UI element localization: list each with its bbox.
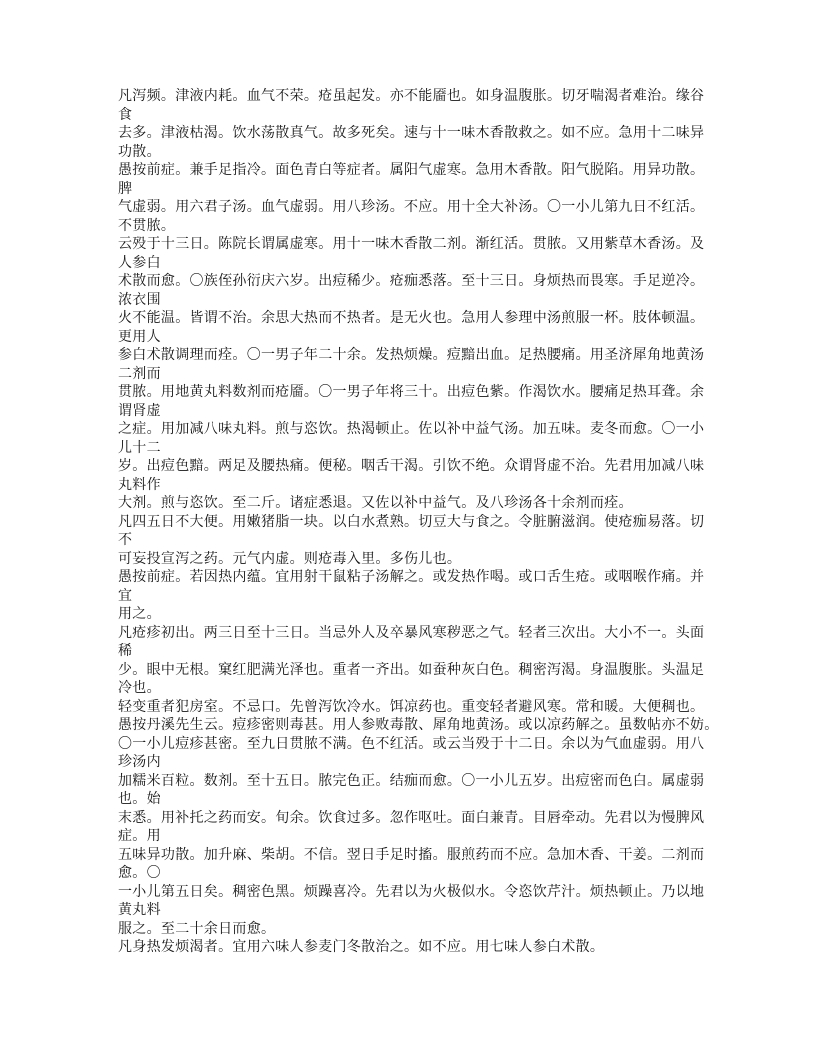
text-line: 参白术散调理而痊。〇一男子年二十余。发热烦燥。痘黯出血。足热腰痛。用圣济犀角地黄汤 [118, 348, 705, 363]
text-line: 气虚弱。用六君子汤。血气虚弱。用八珍汤。不应。用十全大补汤。〇一小儿第九日不红活。 [118, 200, 705, 215]
text-line: 一小儿第五日矣。稠密色黑。烦躁喜冷。先君以为火极似水。令恣饮芹汁。烦热顿止。乃以地 [118, 884, 705, 900]
text-line: 稀 [118, 644, 133, 659]
text-line: 谓肾虚 [118, 403, 161, 419]
text-line: 末悉。用补托之药而安。旬余。饮食过多。忽作呕吐。面白兼青。目唇牵动。先君以为慢脾风 [118, 810, 705, 826]
text-line: 少。眼中无根。窠红肥满光泽也。重者一齐出。如蚕种灰白色。稠密泻渴。身温腹胀。头温足 [118, 662, 705, 678]
text-line: 凡疮疹初出。两三日至十三日。当忌外人及卒暴风寒秽恶之气。轻者三次出。大小不一。头面 [118, 625, 705, 641]
text-line: 不贯脓。 [118, 218, 176, 234]
text-line: 〇一小儿痘疹甚密。至九日贯脓不满。色不红活。或云当殁于十二日。余以为气血虚弱。用八 [118, 736, 705, 752]
text-line: 凡四五日不大便。用嫩猪脂一块。以白水煮熟。切豆大与食之。令脏腑滋润。使疮痂易落。切 [118, 514, 705, 530]
text-line: 凡泻频。津液内耗。血气不荣。疮虽起发。亦不能靥也。如身温腹胀。切牙喘渴者难治。缘谷 [118, 89, 705, 104]
text-line: 用之。 [118, 607, 161, 622]
text-line: 凡身热发烦渴者。宜用六味人参麦门冬散治之。如不应。用七味人参白术散。 [118, 940, 605, 955]
document-text [118, 88, 758, 958]
text-line: 术散而愈。〇族侄孙衍庆六岁。出痘稀少。疮痂悉落。至十三日。身烦热而畏寒。手足逆冷。 [118, 274, 705, 289]
text-line: 岁。出痘色黯。两足及腰热痛。便秘。咽舌干渴。引饮不绝。众谓肾虚不治。先君用加减八味 [118, 459, 705, 474]
text-line: 脾 [118, 181, 133, 197]
text-line: 不 [118, 533, 133, 548]
text-line: 黄丸料 [118, 903, 161, 918]
text-line: 之症。用加减八味丸料。煎与恣饮。热渴顿止。佐以补中益气汤。加五味。麦冬而愈。〇一小 [118, 422, 705, 437]
text-line: 轻变重者犯房室。不忌口。先曾泻饮冷水。饵凉药也。重变轻者避风寒。常和暖。大便稠也。 [118, 699, 705, 715]
text-line: 愚按丹溪先生云。痘疹密则毒甚。用人参败毒散、犀角地黄汤。或以凉药解之。虽数帖亦不妨。 [118, 718, 719, 733]
text-line: 症。用 [118, 829, 161, 844]
text-line: 去多。津液枯渴。饮水荡散真气。故多死矣。速与十一味木香散救之。如不应。急用十二味异 [118, 126, 705, 141]
text-line: 浓衣围 [118, 292, 161, 308]
text-line: 更用人 [118, 329, 161, 345]
text-line: 食 [118, 107, 133, 123]
text-line: 宜 [118, 588, 133, 604]
text-line: 也。始 [118, 792, 161, 807]
text-line: 二剂而 [118, 366, 161, 382]
text-line: 丸料作 [118, 477, 161, 493]
text-line: 云殁于十三日。陈院长谓属虚寒。用十一味木香散二剂。渐红活。贯脓。又用紫草木香汤。及 [118, 237, 705, 252]
text-line: 珍汤内 [118, 755, 161, 770]
text-line: 五味异功散。加升麻、柴胡。不信。翌日手足时搐。服煎药而不应。急加木香、干姜。二剂而 [118, 847, 705, 863]
text-line: 大剂。煎与恣饮。至二斤。诸症悉退。又佐以补中益气。及八珍汤各十余剂而痊。 [118, 496, 633, 511]
text-line: 火不能温。皆谓不治。余思大热而不热者。是无火也。急用人参理中汤煎服一杯。肢体顿温。 [118, 311, 705, 326]
text-line: 愚按前症。兼手足指冷。面色青白等症者。属阳气虚寒。急用木香散。阳气脱陷。用异功散。 [118, 163, 705, 178]
text-line: 可妄投宣泻之药。元气内虚。则疮毒入里。多伤儿也。 [118, 551, 462, 567]
text-line: 加糯米百粒。数剂。至十五日。脓完色正。结痂而愈。〇一小儿五岁。出痘密而色白。属虚弱 [118, 773, 705, 789]
text-line: 愈。〇 [118, 866, 161, 881]
text-line: 贯脓。用地黄丸料数剂而疮靥。〇一男子年将三十。出痘色紫。作渴饮水。腰痛足热耳聋。余 [118, 385, 705, 400]
text-line: 儿十二 [118, 440, 161, 456]
text-line: 服之。至二十余日而愈。 [118, 921, 276, 937]
text-line: 冷也。 [118, 681, 161, 696]
text-line: 人参白 [118, 255, 161, 271]
text-line: 功散。 [118, 144, 161, 160]
text-line: 愚按前症。若因热内蕴。宜用射干鼠粘子汤解之。或发热作喝。或口舌生疮。或咽喉作痛。并 [118, 570, 705, 585]
